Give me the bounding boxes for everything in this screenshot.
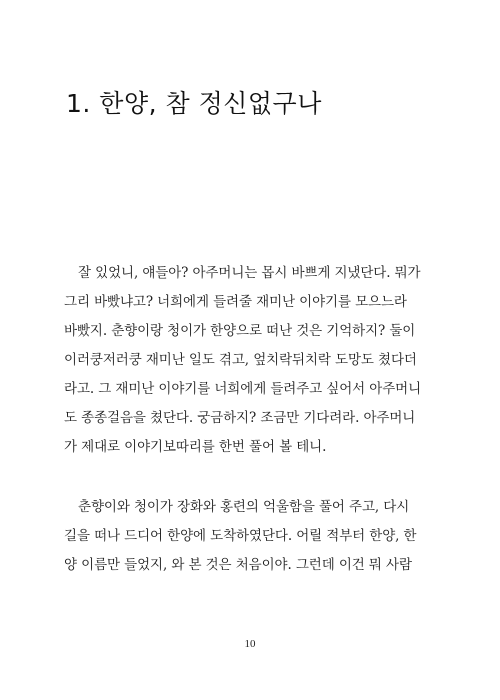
page-number: 10 [244, 638, 256, 650]
text-line: 잘 있었니, 얘들아? 아주머니는 몹시 바쁘게 지냈단다. 뭐가 [78, 265, 421, 281]
text-line: 이러쿵저러쿵 재미난 일도 겪고, 엎치락뒤치락 도망도 쳤다더 [64, 352, 417, 368]
text-line: 가 제대로 이야기보따리를 한번 풀어 볼 테니. [64, 439, 327, 455]
text-line: 길을 떠나 드디어 한양에 도착하였단다. 어릴 적부터 한양, 한 [64, 528, 417, 544]
text-line: 도 종종걸음을 쳤단다. 궁금하지? 조금만 기다려라. 아주머니 [64, 410, 416, 426]
text-line: 바빴지. 춘향이랑 청이가 한양으로 떠난 것은 기억하지? 둘이 [64, 323, 416, 339]
text-line: 양 이름만 들었지, 와 본 것은 처음이야. 그런데 이건 뭐 사람 [64, 557, 412, 573]
body-paragraph [64, 259, 440, 462]
chapter-title: 1. 한양, 참 정신없구나 [66, 89, 322, 118]
text-line: 라고. 그 재미난 이야기를 너희에게 들려주고 싶어서 아주머니 [64, 381, 422, 397]
body-paragraph [64, 493, 440, 580]
text-line: 춘향이와 청이가 장화와 홍련의 억울함을 풀어 주고, 다시 [78, 499, 410, 515]
text-line: 그리 바빴냐고? 너희에게 들려줄 재미난 이야기를 모으느라 [64, 294, 407, 310]
